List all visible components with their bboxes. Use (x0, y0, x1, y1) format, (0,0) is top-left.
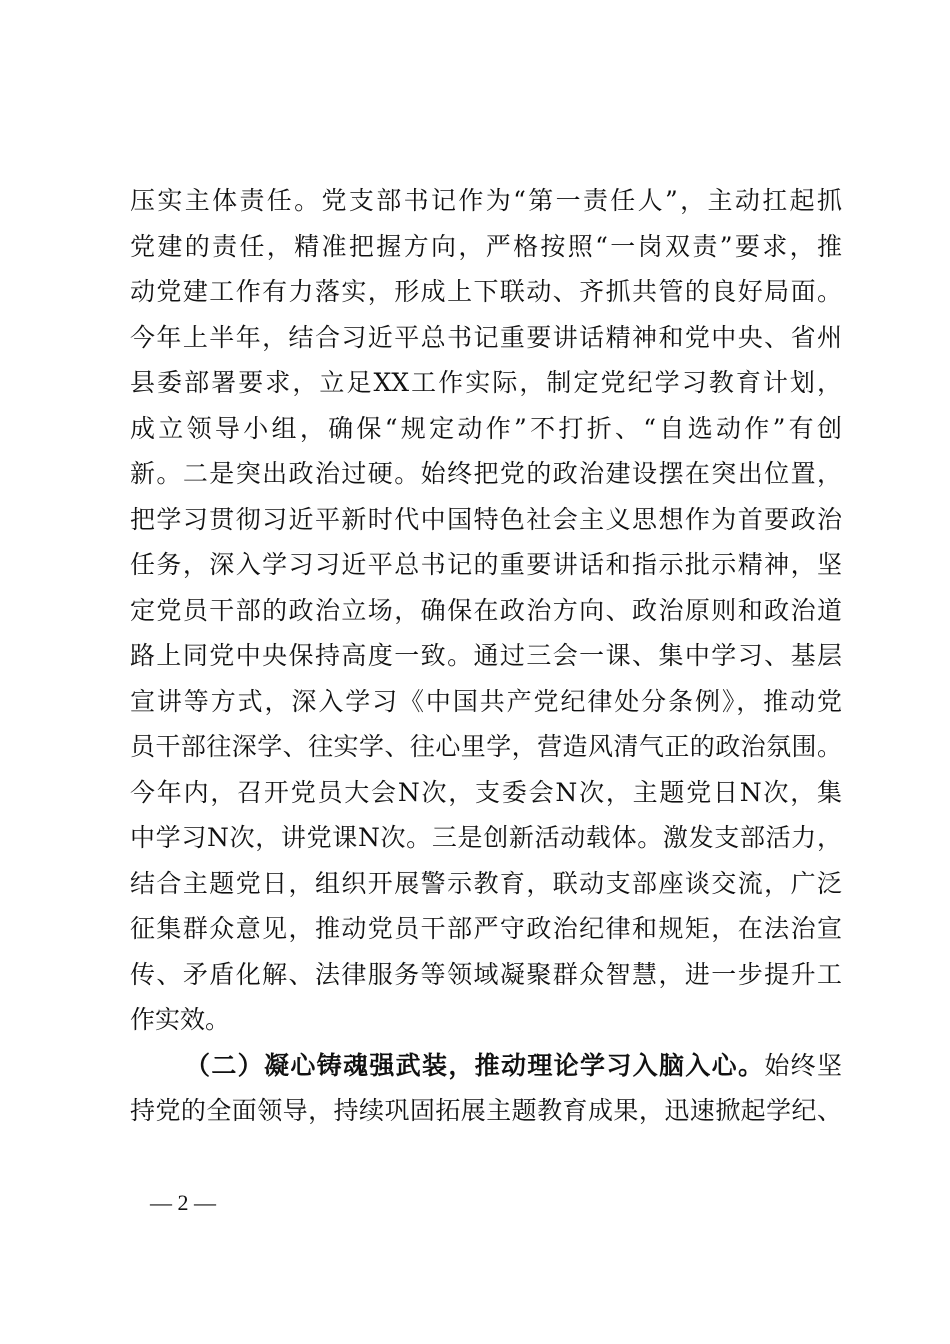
text-line: 传、矛盾化解、法律服务等领域凝聚群众智慧，进一步提升工 (130, 959, 842, 989)
section-first-line (130, 1043, 842, 1089)
text-line: 定党员干部的政治立场，确保在政治方向、政治原则和政治道 (130, 595, 842, 625)
text-line: 党建的责任，精准把握方向，严格按照“一岗双责”要求，推 (130, 231, 842, 261)
text-line: 县委部署要求，立足XX工作实际，制定党纪学习教育计划， (130, 368, 842, 397)
text-line: 征集群众意见，推动党员干部严守政治纪律和规矩，在法治宣 (130, 914, 842, 943)
text-line: 今年内，召开党员大会N次，支委会N次，主题党日N次，集 (130, 777, 842, 807)
text-line: 中学习N次，讲党课N次。三是创新活动载体。激发支部活力， (130, 823, 842, 852)
section-text: 始终坚 (764, 1050, 842, 1080)
text-line: 结合主题党日，组织开展警示教育，联动支部座谈交流，广泛 (130, 868, 842, 898)
body-text (130, 178, 842, 1134)
text-line: 持党的全面领导，持续巩固拓展主题教育成果，迅速掀起学纪、 (130, 1096, 842, 1125)
text-line: 动党建工作有力落实，形成上下联动、齐抓共管的良好局面。 (130, 277, 842, 306)
text-line: 员干部往深学、往实学、往心里学，营造风清气正的政治氛围。 (130, 732, 842, 761)
text-line: 新。二是突出政治过硬。始终把党的政治建设摆在突出位置， (130, 459, 842, 488)
page-number: — 2 — (150, 1190, 216, 1215)
text-line: 任务，深入学习习近平总书记的重要讲话和指示批示精神，坚 (130, 550, 842, 579)
text-line: 作实效。 (130, 1005, 231, 1034)
text-line: 成立领导小组，确保“规定动作”不打折、“自选动作”有创 (130, 413, 842, 443)
text-line: 今年上半年，结合习近平总书记重要讲话精神和党中央、省州 (130, 322, 842, 352)
text-line: 路上同党中央保持高度一致。通过三会一课、集中学习、基层 (130, 641, 842, 670)
text-line: 把学习贯彻习近平新时代中国特色社会主义思想作为首要政治 (130, 504, 842, 534)
text-line: 宣讲等方式，深入学习《中国共产党纪律处分条例》，推动党 (130, 686, 842, 716)
section-heading: （二）凝心铸魂强武装，推动理论学习入脑入心。 (185, 1050, 765, 1080)
text-line: 压实主体责任。党支部书记作为“第一责任人”，主动扛起抓 (130, 186, 842, 215)
